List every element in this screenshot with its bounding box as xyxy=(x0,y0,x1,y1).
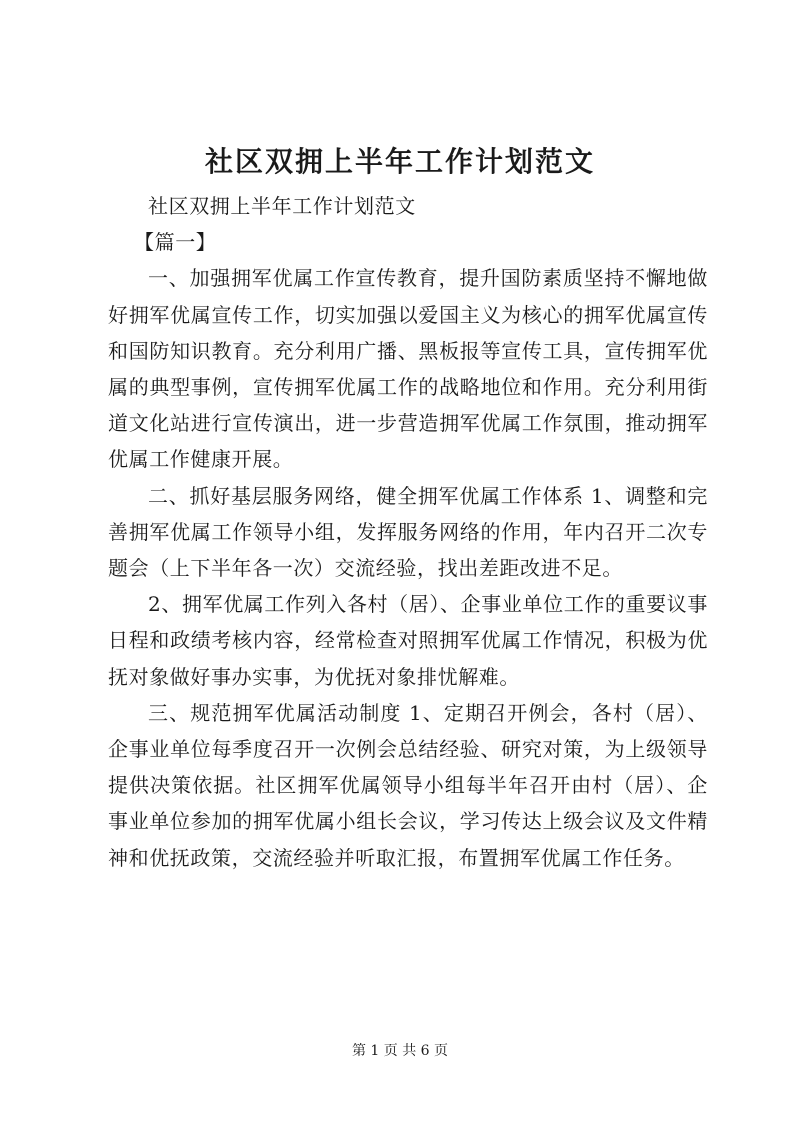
paragraph: 二、抓好基层服务网络，健全拥军优属工作体系 1、调整和完善拥军优属工作领导小组，发挥服务网络的作用，年内召开二次专题会（上下半年各一次）交流经验，找出差距改进不足。 xyxy=(108,483,708,581)
paragraph: 一、加强拥军优属工作宣传教育，提升国防素质坚持不懈地做好拥军优属宣传工作，切实加强以爱国主义为核心的拥军优属宣传和国防知识教育。充分利用广播、黑板报等宣传工具，宣传拥军优属的典型事例，宣传拥军优属工作的战略地位和作用。充分利用街道文化站进行宣传演出，进一步营造拥军优属工作氛围，推动拥军优属工作健康开展。 xyxy=(108,266,708,472)
paragraph: 2、拥军优属工作列入各村（居）、企事业单位工作的重要议事日程和政绩考核内容，经常检查对照拥军优属工作情况，积极为优抚对象做好事办实事，为优抚对象排忧解难。 xyxy=(108,592,708,689)
page-footer: 第 1 页 共 6 页 xyxy=(351,1043,449,1059)
section-label: 【篇一】 xyxy=(134,230,217,255)
document-body xyxy=(108,188,708,876)
paragraph: 三、规范拥军优属活动制度 1、定期召开例会，各村（居）、企事业单位每季度召开一次例会总结经验、研究对策，为上级领导提供决策依据。社区拥军优属领导小组每半年召开由村（居）、企事业单位参加的拥军优属小组长会议，学习传达上级会议及文件精神和优抚政策，交流经验并听取汇报，布置拥军优属工作任务。 xyxy=(108,700,708,870)
subtitle: 社区双拥上半年工作计划范文 xyxy=(148,194,416,218)
page-title: 社区双拥上半年工作计划范文 xyxy=(204,145,595,178)
